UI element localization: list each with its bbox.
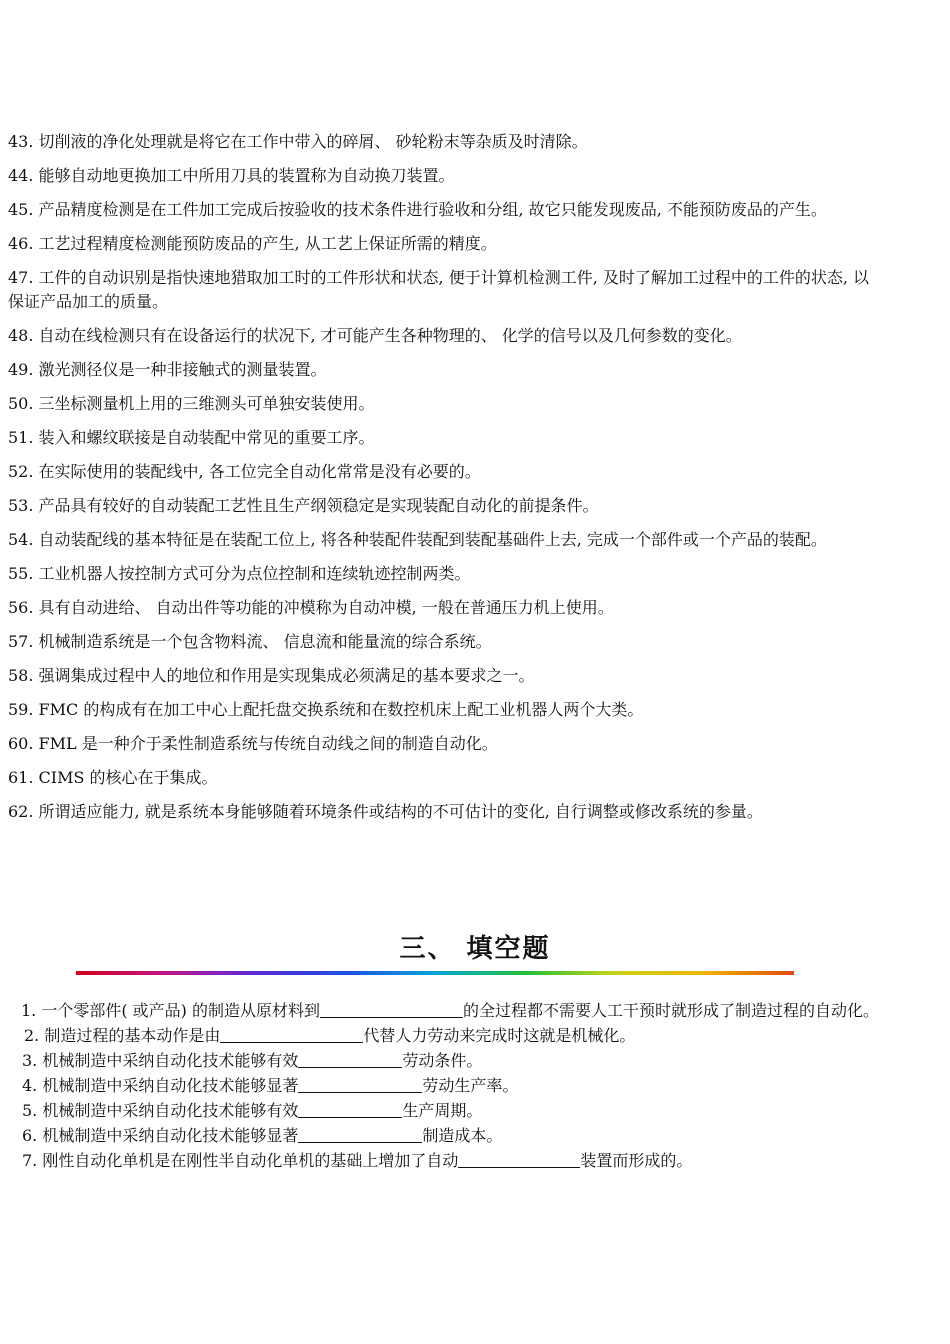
statement-54: 54. 自动装配线的基本特征是在装配工位上, 将各种装配件装配到装配基础件上去, 完成一个部件或一个产品的装配。 [8,530,827,549]
statement-50: 50. 三坐标测量机上用的三维测头可单独安装使用。 [8,394,375,413]
fill-item-text: 制造成本。 [422,1126,503,1145]
fill-item-text: 1. 一个零部件( 或产品) 的制造从原材料到 [21,1001,321,1020]
fill-item-text: 6. 机械制造中采纳自动化技术能够显著 [22,1126,299,1145]
statement-59: 59. FMC 的构成有在加工中心上配托盘交换系统和在数控机床上配工业机器人两个大类。 [8,700,644,719]
fill-item-text: 生产周期。 [402,1101,483,1120]
statement-44: 44. 能够自动地更换加工中所用刀具的装置称为自动换刀装置。 [8,166,455,185]
fill-item-4 [4,1073,884,1098]
statement-45: 45. 产品精度检测是在工件加工完成后按验收的技术条件进行验收和分组, 故它只能发现废品, 不能预防废品的产生。 [8,200,827,219]
fill-item-6 [4,1123,884,1148]
fill-item-3 [4,1048,884,1073]
fill-item-7 [4,1148,884,1173]
statement-43: 43. 切削液的净化处理就是将它在工作中带入的碎屑、 砂轮粉末等杂质及时清除。 [8,132,588,151]
fill-item-text: 代替人力劳动来完成时这就是机械化。 [363,1026,636,1045]
fill-item-text: 4. 机械制造中采纳自动化技术能够显著 [22,1076,299,1095]
fill-item-text: 装置而形成的。 [580,1151,693,1170]
fill-item-text: 劳动生产率。 [422,1076,519,1095]
fill-item-text: 2. 制造过程的基本动作是由 [24,1026,221,1045]
statement-48: 48. 自动在线检测只有在设备运行的状况下, 才可能产生各种物理的、 化学的信号以及几何参数的变化。 [8,326,742,345]
statement-55: 55. 工业机器人按控制方式可分为点位控制和连续轨迹控制两类。 [8,564,471,583]
statement-49: 49. 激光测径仪是一种非接触式的测量装置。 [8,360,327,379]
fill-item-text: 劳动条件。 [402,1051,483,1070]
answer-blank[interactable] [298,1076,422,1093]
statement-61: 61. CIMS 的核心在于集成。 [8,768,218,787]
fill-item-text: 5. 机械制造中采纳自动化技术能够有效 [22,1101,299,1120]
statement-62: 62. 所谓适应能力, 就是系统本身能够随着环境条件或结构的不可估计的变化, 自行调整或修改系统的参量。 [8,802,763,821]
answer-blank[interactable] [220,1026,363,1043]
statement-60: 60. FML 是一种介于柔性制造系统与传统自动线之间的制造自动化。 [8,734,498,753]
fill-item-text: 的全过程都不需要人工干预时就形成了制造过程的自动化。 [463,1001,880,1020]
statement-52: 52. 在实际使用的装配线中, 各工位完全自动化常常是没有必要的。 [8,462,481,481]
answer-blank[interactable] [298,1101,402,1118]
fill-item-text: 7. 刚性自动化单机是在刚性半自动化单机的基础上增加了自动 [22,1151,459,1170]
true-false-list [8,130,870,834]
statement-51: 51. 装入和螺纹联接是自动装配中常见的重要工序。 [8,428,375,447]
fill-blank-list [4,998,884,1173]
answer-blank[interactable] [320,1001,463,1018]
fill-item-5 [4,1098,884,1123]
statement-57: 57. 机械制造系统是一个包含物料流、 信息流和能量流的综合系统。 [8,632,492,651]
statement-58: 58. 强调集成过程中人的地位和作用是实现集成必须满足的基本要求之一。 [8,666,535,685]
section-title: 三、 填空题 [399,934,551,964]
statement-53: 53. 产品具有较好的自动装配工艺性且生产纲领稳定是实现装配自动化的前提条件。 [8,496,599,515]
answer-blank[interactable] [298,1126,422,1143]
fill-item-1 [4,998,884,1023]
statement-47: 47. 工件的自动识别是指快速地猎取加工时的工件形状和状态, 便于计算机检测工件, 及时了解加工过程中的工件的状态, 以保证产品加工的质量。 [8,268,870,311]
statement-46: 46. 工艺过程精度检测能预防废品的产生, 从工艺上保证所需的精度。 [8,234,497,253]
rainbow-divider [76,971,794,975]
fill-item-text: 3. 机械制造中采纳自动化技术能够有效 [22,1051,299,1070]
statement-56: 56. 具有自动进给、 自动出件等功能的冲模称为自动冲模, 一般在普通压力机上使用。 [8,598,614,617]
answer-blank[interactable] [298,1051,402,1068]
fill-item-2 [4,1023,884,1048]
answer-blank[interactable] [458,1151,580,1168]
